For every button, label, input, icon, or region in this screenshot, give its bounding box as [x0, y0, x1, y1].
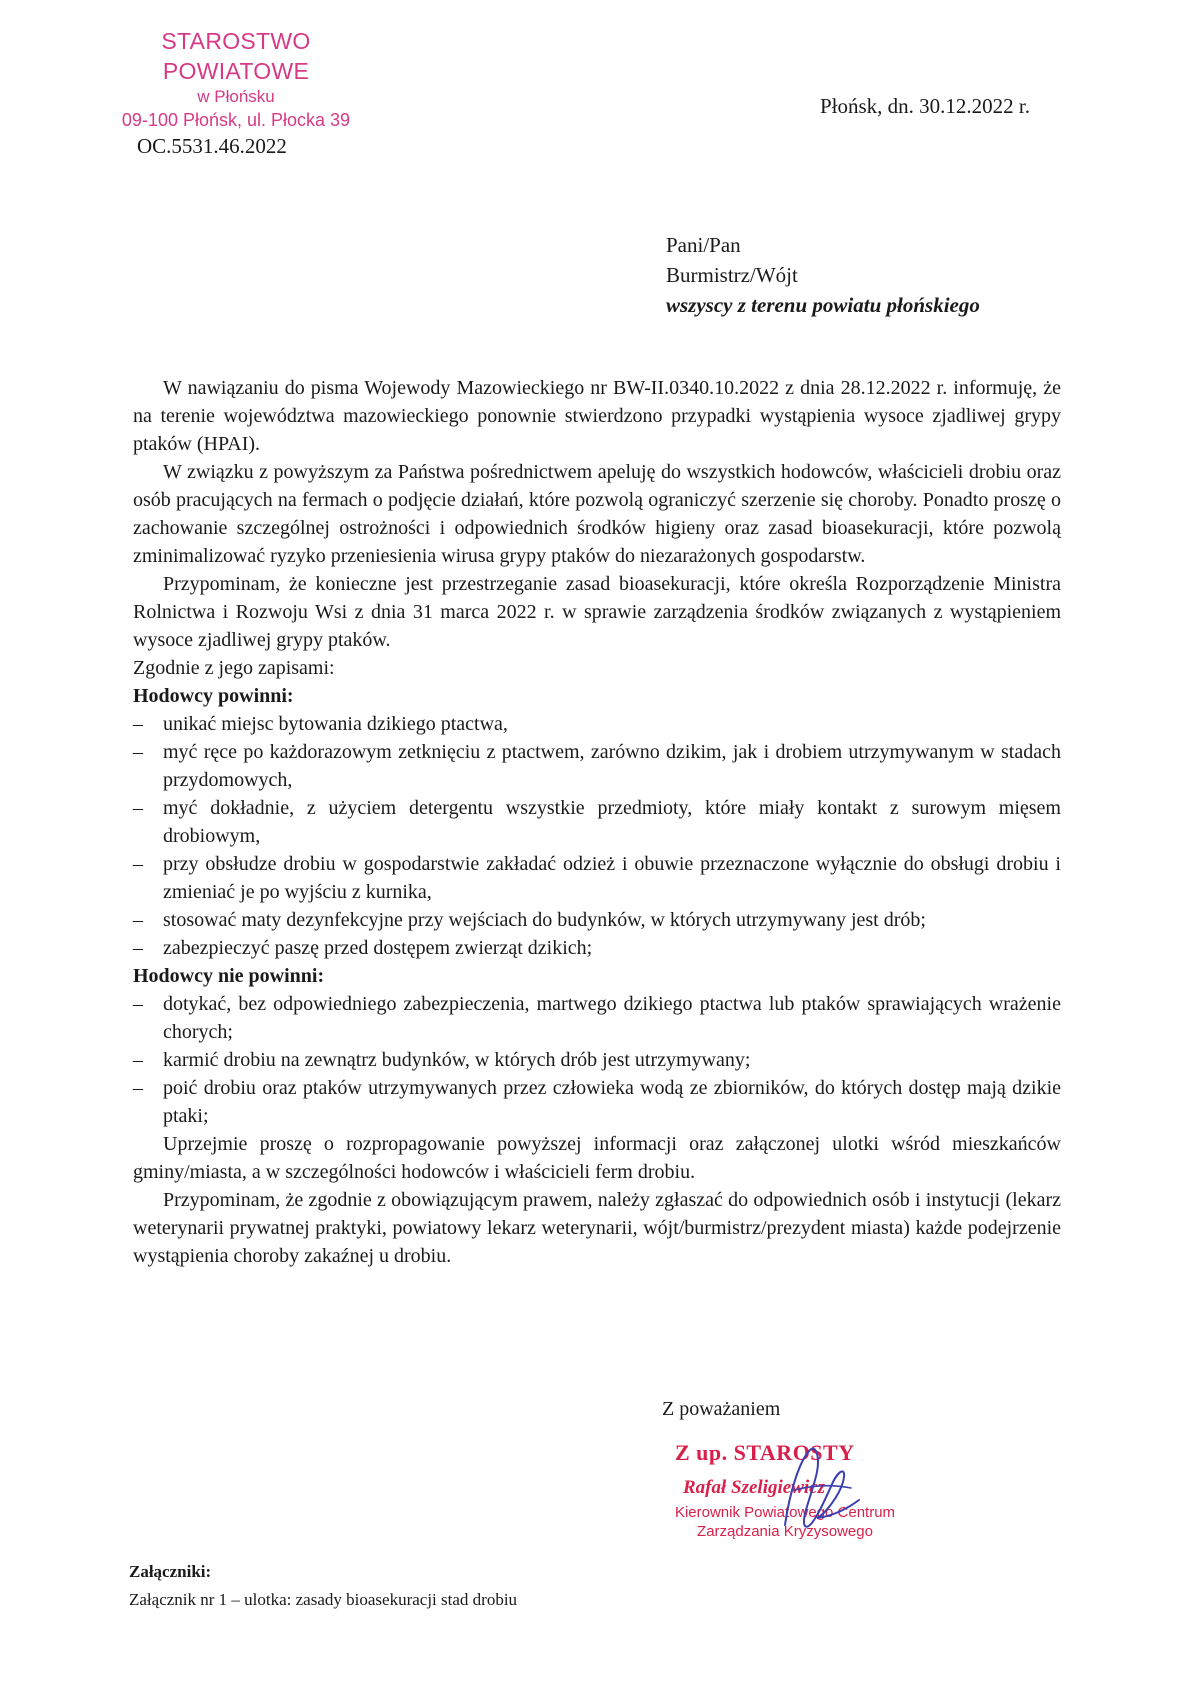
letter-body — [133, 374, 1061, 1270]
attachments-heading: Załączniki: — [129, 1562, 212, 1581]
paragraph-3: Przypominam, że konieczne jest przestrzeganie zasad bioasekuracji, które określa Rozporządzenie Ministra Rolnictwa i Rozwoju Wsi z dnia 31 marca 2022 r. w sprawie zarządzenia środków związanych z wystąpieniem wysoce zjadliwej grypy ptaków. — [133, 573, 1061, 651]
list-item — [133, 710, 1061, 738]
recipient-line-1: Pani/Pan — [666, 233, 741, 257]
list-item-text: myć ręce po każdorazowym zetknięciu z ptactwem, zarówno dzikim, jak i drobiem utrzymywanym w stadach przydomowych, — [163, 741, 1061, 791]
signature-title-line-2: Zarządzania Kryzysowego — [697, 1523, 873, 1540]
signature-stamp-authority: Z up. STAROSTY — [675, 1440, 855, 1465]
closing-salutation: Z poważaniem — [662, 1398, 781, 1420]
list-intro: Zgodnie z jego zapisami: — [133, 657, 335, 679]
paragraph-1: W nawiązaniu do pisma Wojewody Mazowieckiego nr BW-II.0340.10.2022 z dnia 28.12.2022 r. informuję, że na terenie województwa mazowieckiego ponownie stwierdzono przypadki wystąpienia wysoce zjadliwej grypy ptaków (HPAI). — [133, 377, 1061, 455]
list-item-text: myć dokładnie, z użyciem detergentu wszystkie przedmioty, które miały kontakt z surowym mięsem drobiowym, — [163, 797, 1061, 847]
should-list — [133, 710, 1061, 962]
dash-bullet: – — [133, 853, 143, 875]
recipient-line-3: wszyscy z terenu powiatu płońskiego — [666, 293, 980, 317]
list-item — [133, 794, 1061, 850]
dash-bullet: – — [133, 1077, 143, 1099]
list-item-text: stosować maty dezynfekcyjne przy wejściach do budynków, w których utrzymywany jest drób; — [163, 909, 926, 931]
list-item-text: poić drobiu oraz ptaków utrzymywanych przez człowieka wodą ze zbiorników, do których dostęp mają dzikie ptaki; — [163, 1077, 1061, 1127]
attachment-item: Załącznik nr 1 – ulotka: zasady bioasekuracji stad drobiu — [129, 1590, 518, 1609]
list-item-text: zabezpieczyć paszę przed dostępem zwierząt dzikich; — [163, 937, 593, 959]
dash-bullet: – — [133, 1049, 143, 1071]
stamp-town: w Płońsku — [197, 87, 275, 106]
list-item-text: karmić drobiu na zewnątrz budynków, w których drób jest utrzymywany; — [163, 1049, 751, 1071]
stamp-address: 09-100 Płońsk, ul. Płocka 39 — [121, 110, 351, 130]
paragraph-2: W związku z powyższym za Państwa pośrednictwem apeluję do wszystkich hodowców, właścicieli drobiu oraz osób pracujących na fermach o podjęcie działań, które pozwolą ograniczyć szerzenie się choroby. Ponadto proszę o zachowanie szczególnej ostrożności i odpowiednich środków higieny oraz zasad bioasekuracji, które pozwolą zminimalizować ryzyko przeniesienia wirusa grypy ptaków do niezarażonych gospodarstw. — [133, 461, 1061, 567]
recipient-line-2: Burmistrz/Wójt — [666, 263, 798, 287]
dash-bullet: – — [133, 797, 143, 819]
recipient-block — [666, 230, 980, 320]
dash-bullet: – — [133, 993, 143, 1015]
stamp-office-name: STAROSTWO POWIATOWE — [161, 28, 311, 84]
should-heading: Hodowcy powinni: — [133, 685, 294, 707]
dash-bullet: – — [133, 909, 143, 931]
should-not-heading: Hodowcy nie powinni: — [133, 965, 325, 987]
signature-stamp-name: Rafał Szeligiewicz — [683, 1477, 825, 1498]
list-item — [133, 850, 1061, 906]
list-item — [133, 906, 1061, 934]
paragraph-4: Uprzejmie proszę o rozpropagowanie powyższej informacji oraz załączonej ulotki wśród mieszkańców gminy/miasta, a w szczególności hodowców i właścicieli ferm drobiu. — [133, 1133, 1061, 1183]
list-item-text: dotykać, bez odpowiedniego zabezpieczenia, martwego dzikiego ptactwa lub ptaków sprawiających wrażenie chorych; — [163, 993, 1061, 1043]
paragraph-5: Przypominam, że zgodnie z obowiązującym prawem, należy zgłaszać do odpowiednich osób i instytucji (lekarz weterynarii prywatnej praktyki, powiatowy lekarz weterynarii, wójt/burmistrz/prezydent miasta) każde podejrzenie wystąpienia choroby zakaźnej u drobiu. — [133, 1189, 1061, 1267]
should-not-list — [133, 990, 1061, 1130]
office-stamp — [86, 26, 386, 132]
dash-bullet: – — [133, 741, 143, 763]
list-item-text: unikać miejsc bytowania dzikiego ptactwa, — [163, 713, 508, 735]
dash-bullet: – — [133, 713, 143, 735]
list-item — [133, 1074, 1061, 1130]
letter-date: Płońsk, dn. 30.12.2022 r. — [820, 94, 1031, 118]
handwritten-signature-icon — [755, 1430, 875, 1550]
dash-bullet: – — [133, 937, 143, 959]
reference-number: OC.5531.46.2022 — [137, 134, 287, 158]
list-item — [133, 934, 1061, 962]
list-item — [133, 738, 1061, 794]
signature-title-line-1: Kierownik Powiatowego Centrum — [674, 1504, 896, 1521]
list-item — [133, 1046, 1061, 1074]
list-item — [133, 990, 1061, 1046]
list-item-text: przy obsłudze drobiu w gospodarstwie zakładać odzież i obuwie przeznaczone wyłącznie do obsługi drobiu i zmieniać je po wyjściu z kurnika, — [163, 853, 1061, 903]
